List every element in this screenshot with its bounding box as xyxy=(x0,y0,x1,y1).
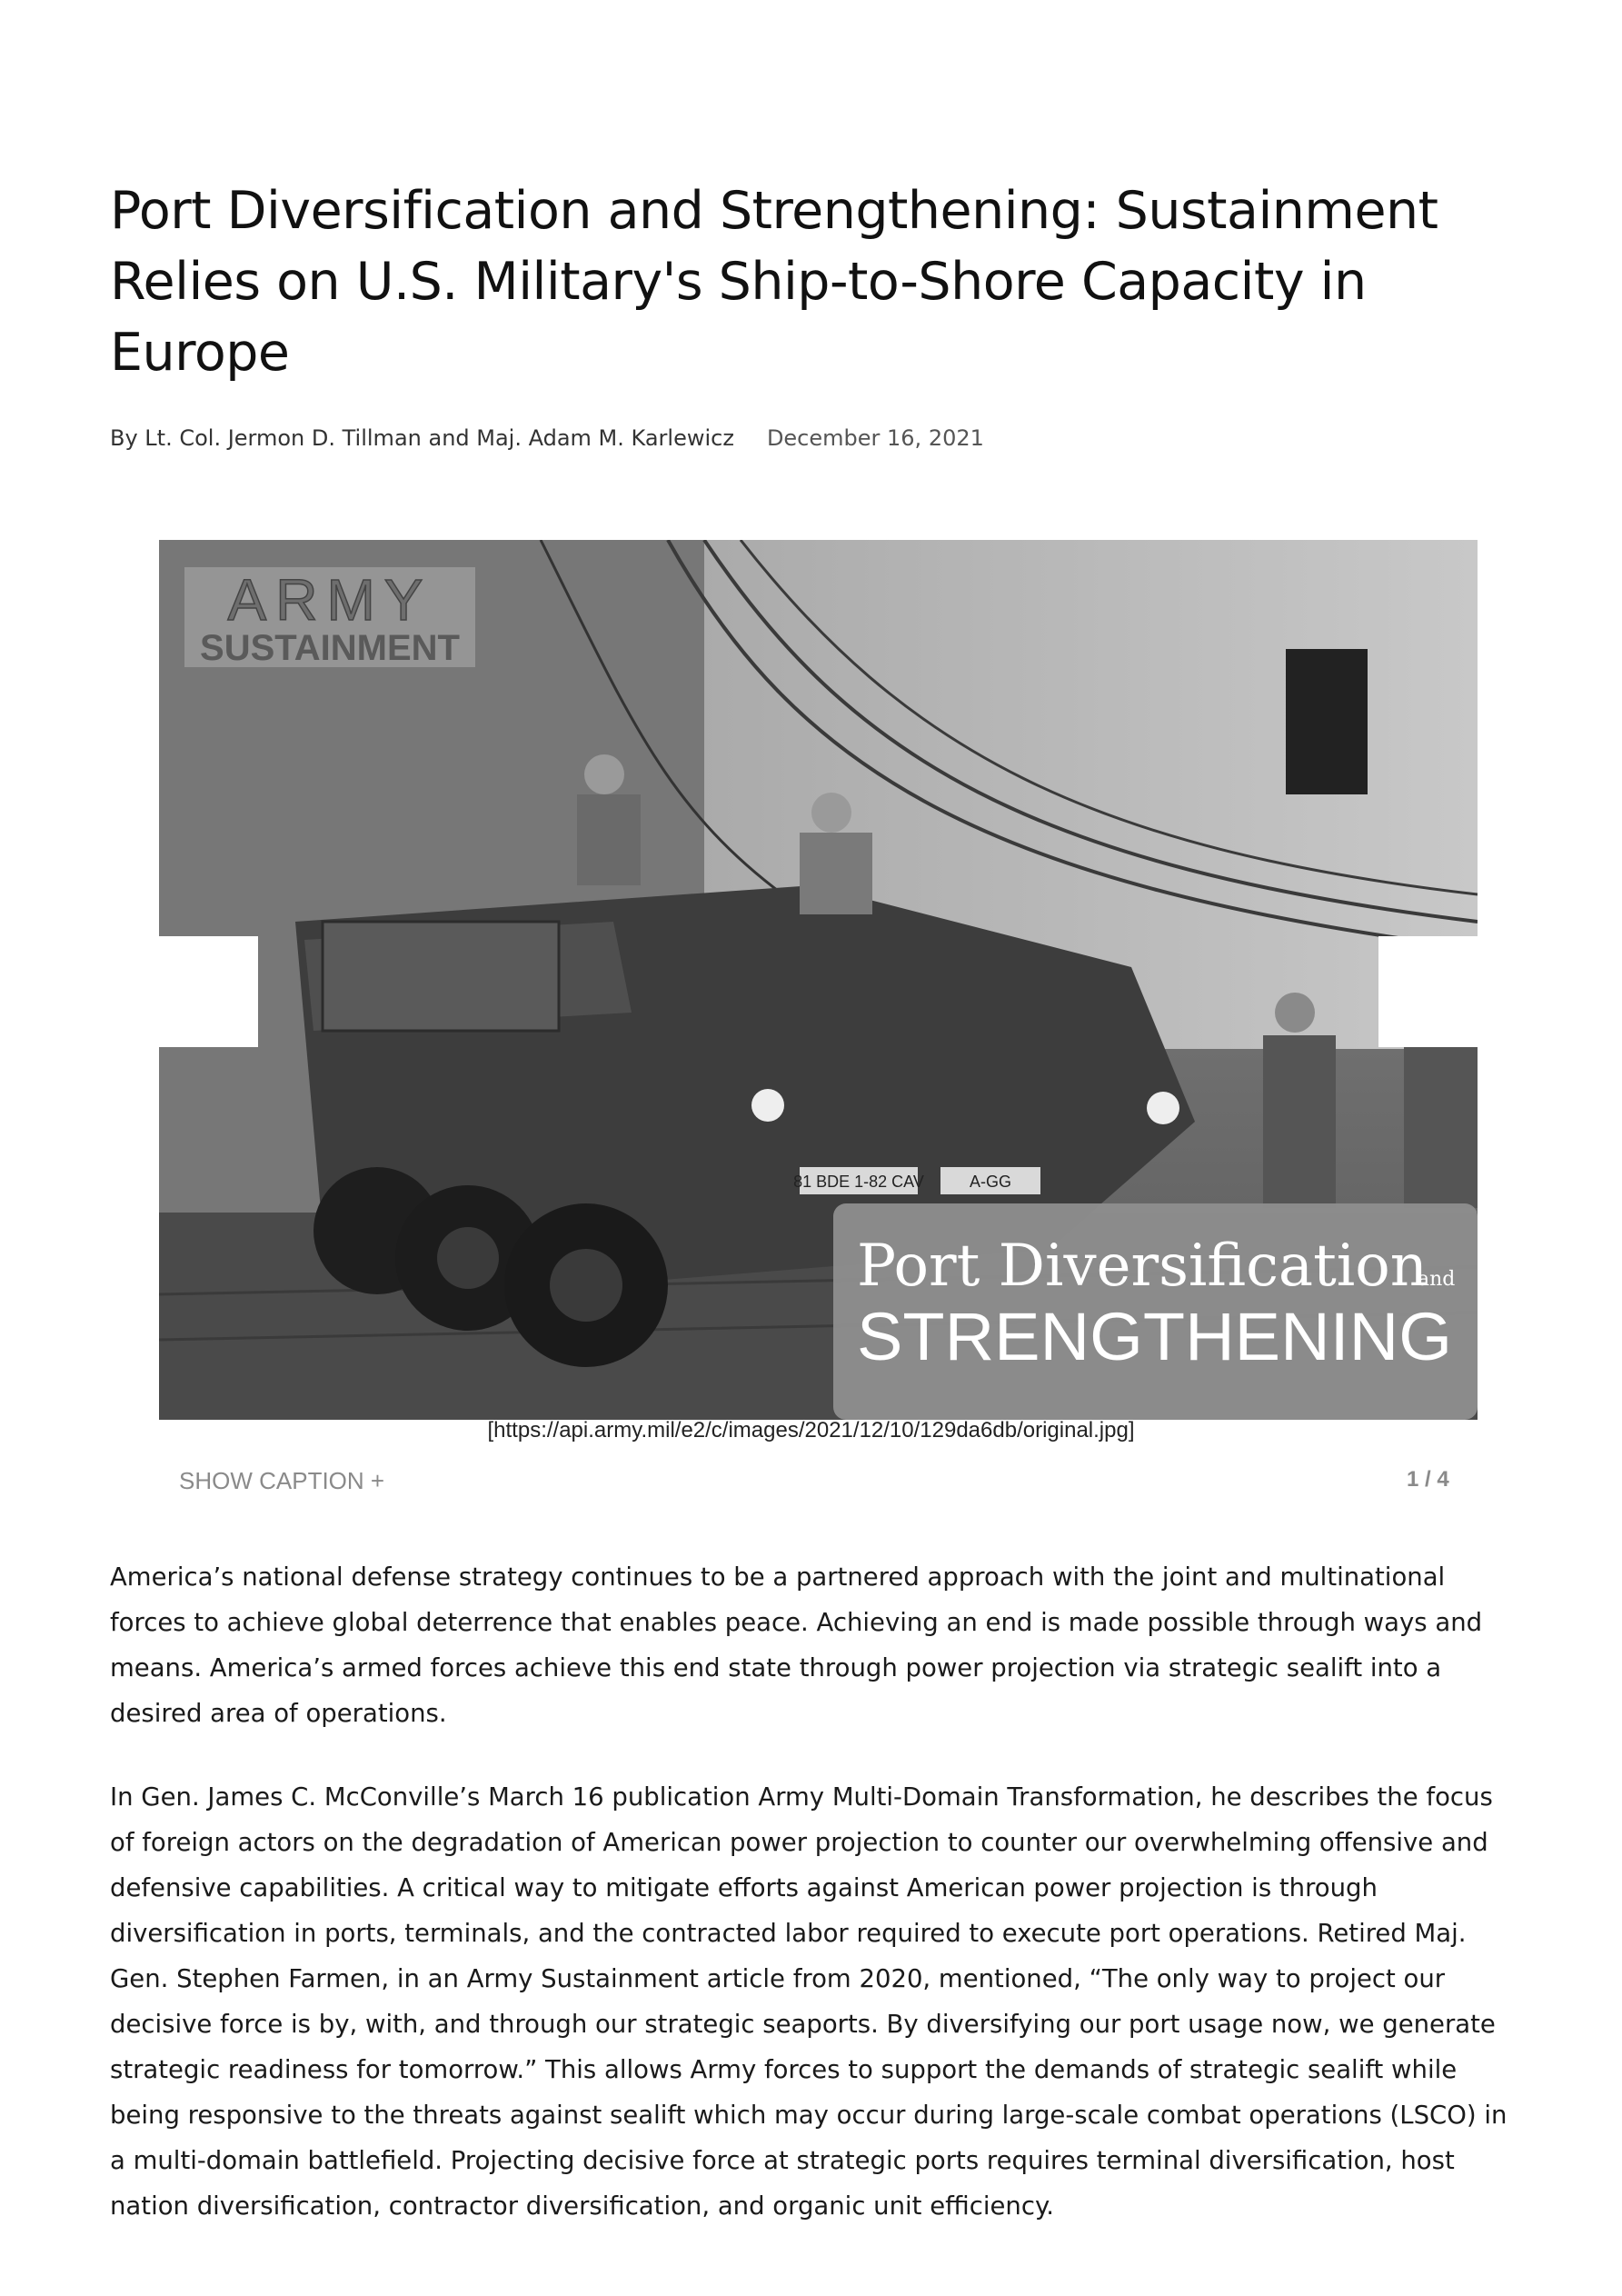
gallery-next-button[interactable] xyxy=(1378,936,1478,1047)
headline-plate xyxy=(833,1203,1478,1420)
author-names: By Lt. Col. Jermon D. Tillman and Maj. Adam M. Karlewicz xyxy=(110,425,734,451)
gallery-prev-button[interactable] xyxy=(159,936,258,1047)
logo-sustainment-text: SUSTAINMENT xyxy=(200,628,460,668)
image-source-url[interactable]: [https://api.army.mil/e2/c/images/2021/12/10/129da6db/original.jpg] xyxy=(487,1418,1135,1442)
body-paragraph-1: America’s national defense strategy continues to be a partnered approach with the joint and multinational forces to achieve global deterrence that enables peace. Achieving an end is made possible through ways and means. America’s armed forces achieve this end state through power projection via strategic sealift into a desired area of operations. xyxy=(110,1562,1483,1728)
publish-date: December 16, 2021 xyxy=(766,425,984,451)
gallery-image[interactable] xyxy=(159,540,1478,1420)
headline-line2: STRENGTHENING xyxy=(857,1299,1452,1374)
army-stryker-photo xyxy=(159,540,1478,1420)
show-caption-button[interactable]: SHOW CAPTION + xyxy=(179,1467,385,1494)
army-sustainment-logo xyxy=(184,567,475,668)
body-paragraph-2: In Gen. James C. McConville’s March 16 publication Army Multi-Domain Transformation, he describes the focus of foreign actors on the degradation of American power projection to counter our overwhelming offensive and defensive capabilities. A critical way to mitigate efforts against American power projection is through diversification in ports, terminals, and the contracted labor required to execute port operations. Retired Maj. Gen. Stephen Farmen, in an Army Sustainment article from 2020, mentioned, “The only way to project our decisive force is by, with, and through our strategic seaports. By diversifying our port usage now, we generate strategic readiness for tomorrow.” This allows Army forces to support the demands of strategic sealift while being responsive to the threats against sealift which may occur during large-scale combat operations (LSCO) in a multi-domain battlefield. Projecting decisive force at strategic ports requires terminal diversification, host nation diversification, contractor diversification, and organic unit efficiency. xyxy=(110,1782,1508,2221)
headline-line1: Port Diversification xyxy=(857,1233,1428,1300)
plate-left-text: 81 BDE 1-82 CAV xyxy=(793,1173,924,1191)
headline-and: and xyxy=(1418,1268,1456,1291)
byline xyxy=(110,424,984,453)
plate-right-text: A-GG xyxy=(969,1173,1012,1191)
gallery-counter: 1 / 4 xyxy=(1407,1467,1449,1492)
logo-army-text: ARMY xyxy=(227,567,433,633)
article-title: Port Diversification and Strengthening: Sustainment Relies on U.S. Military's Ship-to-Shore Capacity in Europe xyxy=(110,181,1438,383)
